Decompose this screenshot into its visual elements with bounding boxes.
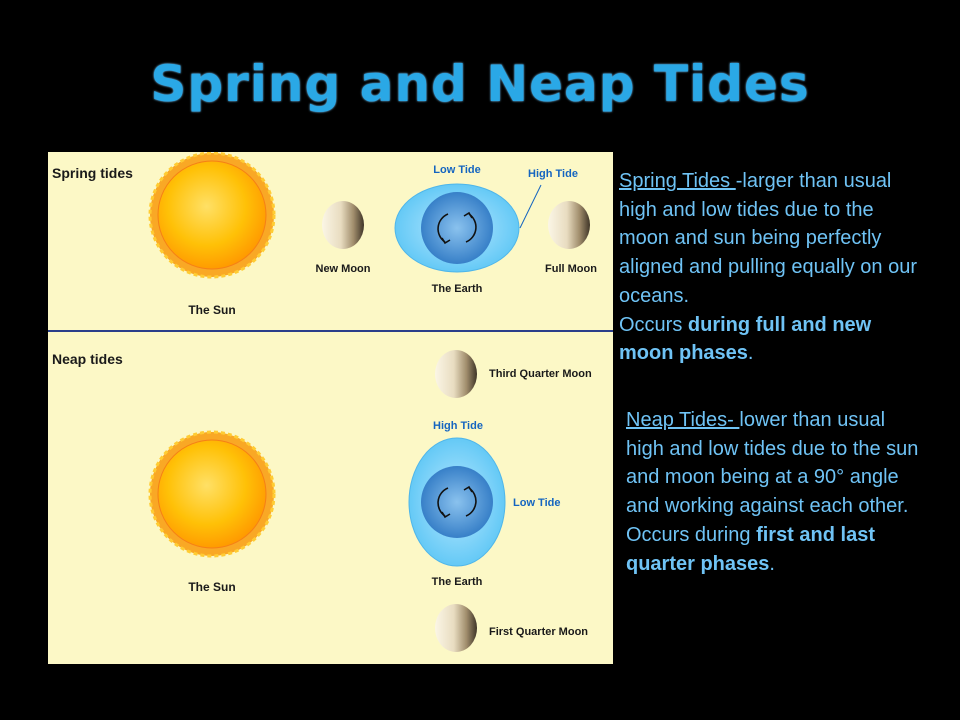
full-moon-icon: [548, 201, 590, 249]
spring-earth-label: The Earth: [431, 283, 483, 295]
neap-tides-description: [626, 406, 926, 578]
spring-sun-label: The Sun: [188, 303, 236, 317]
tides-diagram: [48, 152, 613, 664]
neap-tides-desc: lower than usual high and low tides due to the sun and moon being at a 90° angle and working against each other.: [626, 409, 919, 518]
third-quarter-moon-label: Third Quarter Moon: [489, 368, 592, 380]
neap-occurs-bold: first and last quarter phases: [626, 523, 875, 575]
spring-tides-description: [619, 167, 919, 368]
new-moon-icon: [322, 201, 364, 249]
spring-sun-icon: [150, 153, 274, 277]
first-quarter-moon-icon: [435, 604, 477, 652]
neap-high-tide-label: High Tide: [433, 420, 483, 432]
neap-heading: Neap tides: [52, 351, 123, 367]
neap-low-tide-label: Low Tide: [513, 497, 561, 509]
slide-title: Spring and Neap Tides: [150, 55, 810, 113]
neap-sun-icon: [150, 432, 274, 556]
third-quarter-moon-icon: [435, 350, 477, 398]
spring-low-tide-label: Low Tide: [433, 164, 481, 176]
neap-sun-label: The Sun: [188, 580, 236, 594]
spring-occurs-suffix: .: [747, 342, 754, 365]
new-moon-label: New Moon: [315, 263, 371, 275]
spring-occurs-prefix: Occurs: [619, 313, 688, 336]
first-quarter-moon-label: First Quarter Moon: [489, 626, 589, 638]
spring-heading: Spring tides: [52, 165, 133, 181]
neap-occurs-prefix: Occurs during: [626, 523, 757, 546]
full-moon-label: Full Moon: [545, 263, 597, 275]
neap-tides-term: Neap Tides-: [626, 409, 740, 431]
neap-earth-icon: [421, 466, 493, 538]
spring-earth-icon: [421, 192, 493, 264]
neap-earth-label: The Earth: [431, 576, 483, 588]
spring-high-tide-label: High Tide: [528, 168, 578, 180]
neap-occurs-suffix: .: [769, 552, 775, 575]
spring-tides-desc: -larger than usual high and low tides due to the moon and sun being perfectly aligned and pulling equally on our oceans.: [619, 170, 918, 307]
spring-tides-term: Spring Tides: [619, 170, 736, 192]
spring-occurs-bold: during full and new moon phases: [619, 313, 872, 365]
